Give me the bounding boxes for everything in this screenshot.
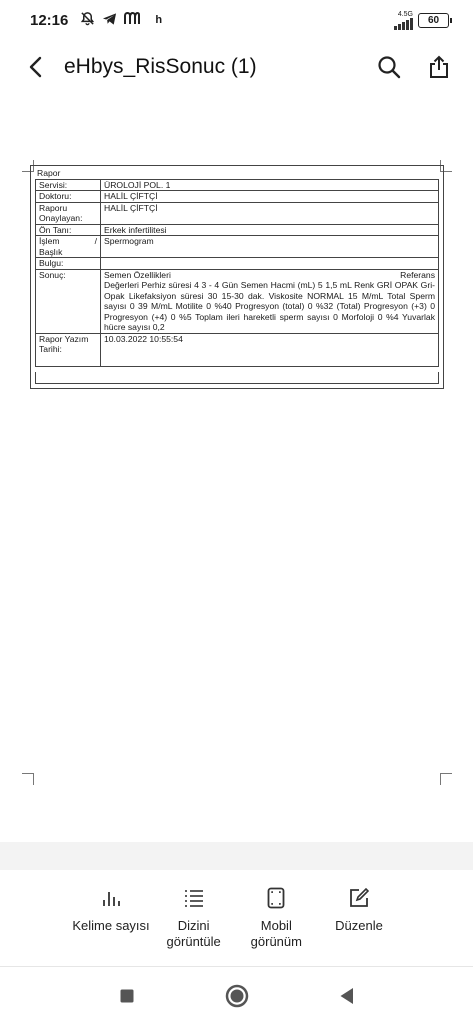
battery-level: 60 (427, 14, 440, 26)
table-row (36, 236, 439, 258)
table-row (36, 179, 439, 191)
search-icon (377, 55, 401, 79)
row-label: Ön Tanı: (36, 224, 101, 236)
back-button[interactable] (20, 52, 50, 82)
row-value: HALİL ÇİFTÇİ (101, 202, 439, 224)
edit-button[interactable] (318, 878, 400, 958)
label-part: / (94, 236, 97, 246)
row-value: ÜROLOJİ POL. 1 (101, 179, 439, 191)
back-triangle-icon (339, 987, 355, 1005)
tool-label: Dizini görüntüle (166, 918, 221, 949)
row-value: 10.03.2022 10:55:54 (101, 333, 439, 366)
row-value: HALİL ÇİFTÇİ (101, 191, 439, 203)
back-nav-button[interactable] (327, 976, 367, 1016)
bottom-divider-strip (0, 842, 473, 870)
status-right (394, 11, 449, 30)
row-label: Bulgu: (36, 258, 101, 270)
table-row (36, 269, 439, 333)
label-part: Başlık (39, 246, 63, 257)
table-row (36, 258, 439, 270)
table-row (36, 224, 439, 236)
sonuc-value (101, 269, 439, 333)
alarm-off-icon (80, 11, 95, 29)
tool-label: Düzenle (335, 918, 383, 933)
signal-icon (394, 18, 413, 30)
sonuc-reference-heading: Referans (400, 269, 435, 280)
row-label: Doktoru: (36, 191, 101, 203)
row-value: Spermogram (101, 236, 439, 258)
chevron-left-icon (28, 56, 42, 78)
crop-mark (440, 773, 452, 785)
bottom-toolbar (70, 878, 400, 958)
status-bar (0, 0, 473, 40)
share-icon (428, 55, 450, 79)
recents-square-icon (119, 988, 135, 1004)
bar-chart-icon (101, 878, 121, 918)
status-extra-text: h (155, 14, 163, 26)
search-button[interactable] (375, 53, 403, 81)
mobile-frame-icon (267, 878, 285, 918)
home-circle-icon (225, 984, 249, 1008)
app-bar (0, 44, 473, 90)
edit-icon (349, 878, 369, 918)
status-time: 12:16 (30, 11, 69, 29)
crop-mark (22, 773, 34, 785)
app-actions (375, 53, 453, 81)
list-icon (184, 878, 204, 918)
report-box (30, 165, 444, 389)
row-label: Sonuç: (36, 269, 101, 333)
battery-icon (418, 13, 449, 28)
sonuc-heading: Semen Özellikleri (104, 269, 171, 280)
m-app-icon (124, 12, 140, 28)
row-value (101, 258, 439, 270)
report-title: Rapor (37, 168, 61, 178)
table-row (36, 202, 439, 224)
word-count-button[interactable] (70, 878, 152, 958)
recents-button[interactable] (107, 976, 147, 1016)
system-nav-bar (0, 967, 473, 1024)
network-indicator (394, 11, 413, 30)
status-notification-icons (80, 11, 162, 29)
telegram-icon (102, 12, 117, 29)
home-button[interactable] (217, 976, 257, 1016)
row-label (36, 236, 101, 258)
label-part: İşlem (39, 236, 60, 246)
view-index-button[interactable] (153, 878, 235, 958)
report-footer (35, 372, 439, 384)
share-button[interactable] (425, 53, 453, 81)
table-row (36, 333, 439, 366)
document-viewer[interactable] (0, 90, 473, 842)
row-label: Raporu Onaylayan: (36, 202, 101, 224)
table-row (36, 191, 439, 203)
report-table (35, 179, 439, 367)
tool-label: Mobil görünüm (250, 918, 302, 949)
document-title: eHbys_RisSonuc (1) (64, 55, 257, 78)
row-value: Erkek infertilitesi (101, 224, 439, 236)
row-label: Servisi: (36, 179, 101, 191)
sonuc-text: Değerleri Perhiz süresi 4 3 - 4 Gün Semen Hacmi (mL) 5 1,5 mL Renk GRİ OPAK Gri-Opak Likefaksiyon süresi 30 15-30 dak. Viskosite NORMAL 15 M/mL Total Sperm sayısı 0 39 M/mL Motilite 0 %40 Progresyon (total) 0 %32 (Total) Progresyon (+3) 0 Progresyon (+4) 0 %5 Toplam ileri hareketli sperm sayısı 0 Morfoloji 0 %4 Yuvarlak hücre sayısı 0,2 (104, 280, 435, 332)
mobile-view-button[interactable] (235, 878, 317, 958)
network-type: 4.5G (397, 10, 413, 18)
row-label: Rapor Yazım Tarihi: (36, 333, 101, 366)
tool-label: Kelime sayısı (72, 918, 150, 933)
